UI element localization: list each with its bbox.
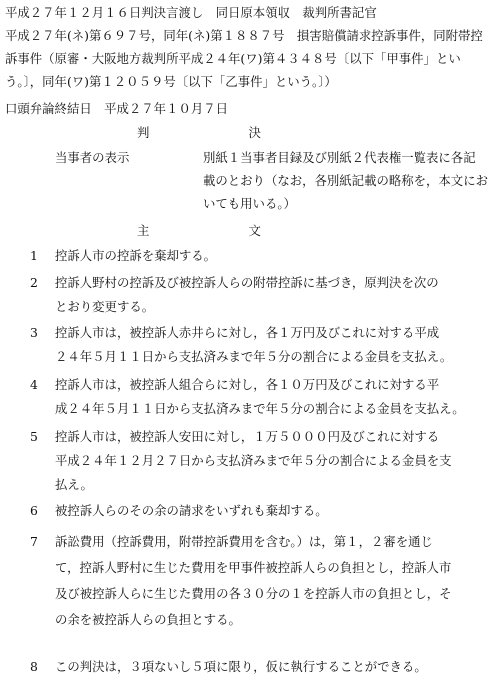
item-text-line: 控訴人市は，被控訴人組合らに対し，各１０万円及びこれに対する平 [55, 377, 440, 392]
item-text-line: とおり変更する。 [55, 299, 155, 314]
item-number: 5 [30, 429, 38, 444]
header-line-2: 平成２７年(ネ)第６９７号，同年(ネ)第１８８７号 損害賠償請求控訴事件，同附帯控 [5, 28, 483, 43]
item-number: 4 [30, 377, 38, 392]
parties-line-1: 別紙１当事者目録及び別紙２代表権一覧表に各記 [203, 150, 476, 165]
main-text-heading: 主 文 [137, 223, 261, 238]
item-number: 8 [30, 659, 38, 674]
header-line-1: 平成２７年１２月１６日判決言渡し 同日原本領収 裁判所書記官 [5, 5, 377, 20]
item-text-line: 控訴人市は，被控訴人安田に対し，１万５０００円及びこれに対する [55, 429, 440, 444]
item-number: 6 [30, 503, 38, 518]
item-text-line: ２４年５月１１日から支払済みまで年５分の割合による金員を支払え。 [55, 349, 453, 364]
item-number: 2 [30, 275, 38, 290]
item-text-line: 及び被控訴人らに生じた費用の各３０分の１を控訴人市の負担とし，そ [55, 586, 452, 601]
item-text-line: の余を被控訴人らの負担とする。 [55, 612, 241, 627]
header-line-3: 訴事件（原審・大阪地方裁判所平成２４年(ワ)第４３４８号〔以下「甲事件」とい [5, 51, 461, 66]
item-text-line: 控訴人市は，被控訴人赤井らに対し，各１万円及びこれに対する平成 [55, 325, 440, 340]
item-number: 3 [30, 325, 38, 340]
item-text-line: 訴訟費用（控訴費用，附帯控訴費用を含む。）は，第１，２審を通じ [55, 534, 433, 549]
header-line-4: う。〕，同年(ワ)第１２０５９号〔以下「乙事件」という。〕） [5, 74, 337, 89]
item-text-line: 控訴人市の控訴を棄却する。 [55, 248, 217, 263]
parties-line-2: 載のとおり（なお，各別紙記載の略称を，本文にお [203, 173, 488, 188]
item-text-line: 平成２４年１２月２７日から支払済みまで年５分の割合による金員を支 [55, 453, 452, 468]
item-text-line: 払え。 [55, 477, 93, 492]
closing-date-line: 口頭弁論終結日 平成２７年１０月７日 [5, 101, 229, 116]
item-text-line: この判決は，３項ないし５項に限り，仮に執行することができる。 [55, 659, 427, 674]
item-number: 1 [30, 248, 38, 263]
item-text-line: 成２４年５月１１日から支払済みまで年５分の割合による金員を支払え。 [55, 401, 465, 416]
item-text-line: 被控訴人らのその余の請求をいずれも棄却する。 [55, 503, 328, 518]
parties-line-3: いても用いる。） [203, 196, 296, 211]
judgment-heading: 判 決 [137, 125, 261, 140]
item-text-line: て，控訴人野村に生じた費用を甲事件被控訴人らの負担とし，控訴人市 [55, 560, 452, 575]
item-text-line: 控訴人野村の控訴及び被控訴人らの附帯控訴に基づき，原判決を次の [55, 275, 439, 290]
parties-label: 当事者の表示 [55, 150, 130, 165]
item-number: 7 [30, 534, 38, 549]
